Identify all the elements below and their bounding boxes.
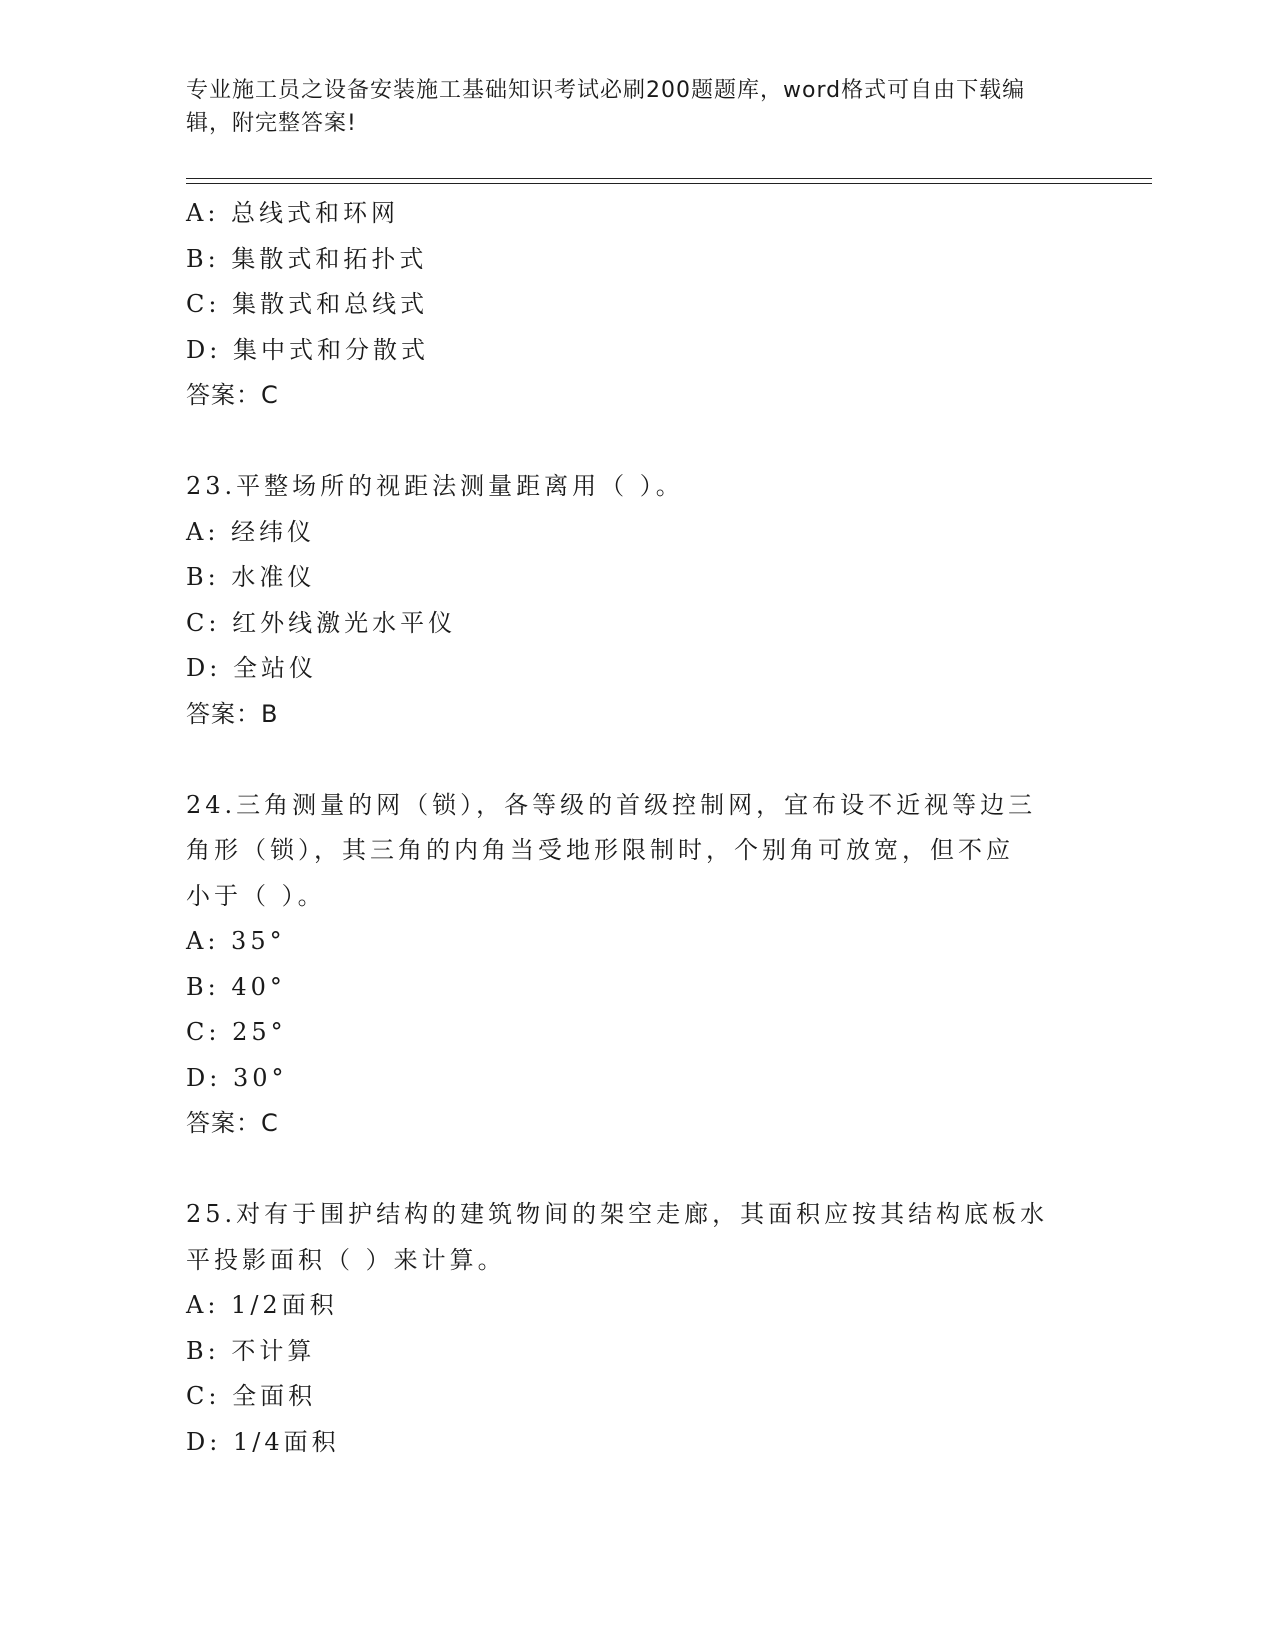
document-header: 专业施工员之设备安装施工基础知识考试必刷200题题库，word格式可自由下载编辑，附完整答案! (186, 78, 1026, 136)
question-text-line: 24.三角测量的网（锁），各等级的首级控制网，宜布设不近视等边三 (186, 790, 1037, 819)
option-c: C: 全面积 (186, 1382, 317, 1410)
spacer (186, 1147, 1086, 1193)
option-b: B: 不计算 (186, 1336, 316, 1365)
spacer (186, 737, 1086, 783)
question-text-line: 平投影面积（ ）来计算。 (186, 1245, 506, 1274)
option-b: B: 40° (186, 972, 286, 1001)
option-a: A: 总线式和环网 (186, 199, 400, 227)
question-text-line: 小于（ ）。 (186, 881, 326, 910)
option-a: A: 35° (186, 927, 286, 955)
document-body (186, 191, 1086, 1465)
header-divider-top (186, 178, 1152, 179)
question-24 (186, 783, 1086, 1147)
option-d: D: 全站仪 (186, 654, 317, 682)
question-text-line: 25.对有于围护结构的建筑物间的架空走廊，其面积应按其结构底板水 (186, 1200, 1049, 1228)
answer: 答案：C (186, 1109, 279, 1137)
answer: 答案：B (186, 699, 279, 728)
option-d: D: 30° (186, 1063, 288, 1092)
option-a: A: 经纬仪 (186, 517, 316, 546)
option-b: B: 集散式和拓扑式 (186, 244, 428, 273)
spacer (186, 419, 1086, 465)
question-23 (186, 464, 1086, 737)
option-c: C: 25° (186, 1018, 287, 1046)
header-divider-bottom (186, 183, 1152, 184)
option-b: B: 水准仪 (186, 563, 316, 591)
question-22 (186, 191, 1086, 419)
option-c: C: 红外线激光水平仪 (186, 608, 457, 637)
option-d: D: 1/4面积 (186, 1427, 340, 1456)
question-text-line: 角形（锁），其三角的内角当受地形限制时，个别角可放宽，但不应 (186, 836, 1014, 864)
option-c: C: 集散式和总线式 (186, 290, 429, 318)
answer: 答案：C (186, 381, 279, 409)
question-text: 23.平整场所的视距法测量距离用（ ）。 (186, 472, 684, 500)
option-d: D: 集中式和分散式 (186, 335, 429, 364)
option-a: A: 1/2面积 (186, 1291, 338, 1319)
question-25 (186, 1192, 1086, 1465)
